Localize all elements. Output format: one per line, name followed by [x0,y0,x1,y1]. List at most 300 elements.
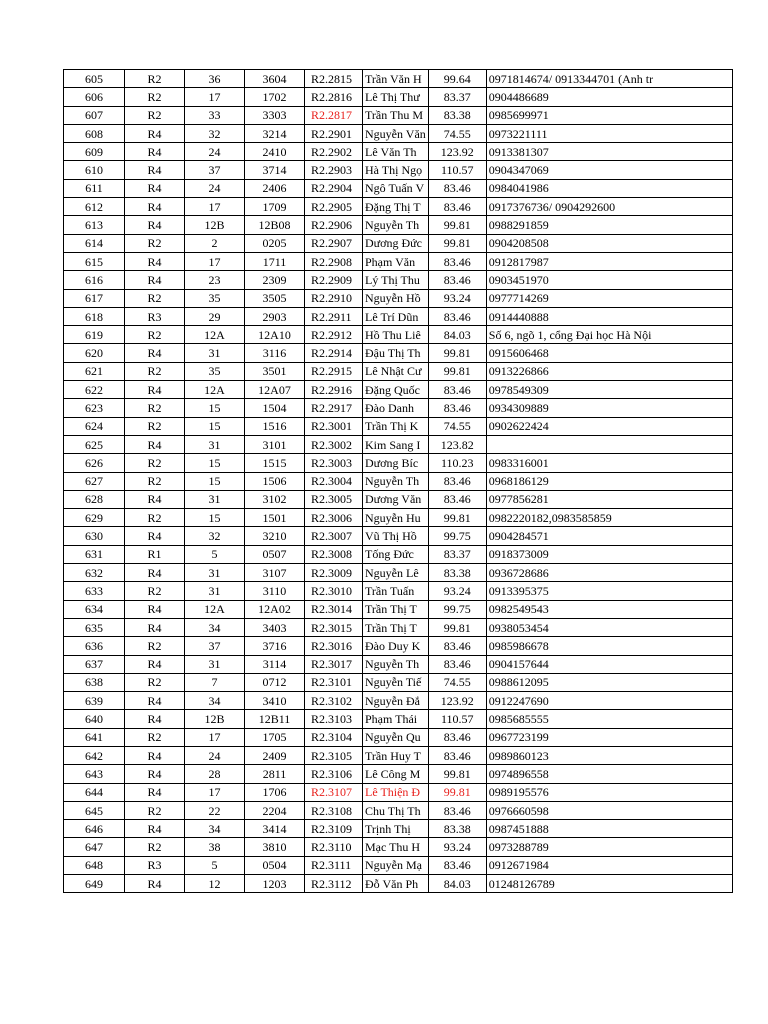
area-cell: 99.81 [428,509,486,527]
phone-cell: 0973221111 [486,124,732,142]
contract-code-cell: R2.2905 [305,198,363,216]
apartment-cell: 3107 [245,564,305,582]
contract-code-cell: R2.3107 [305,783,363,801]
block-cell: R4 [125,124,185,142]
apartment-cell: 3110 [245,582,305,600]
table-row [64,307,733,325]
floor-cell: 2 [185,234,245,252]
apartment-cell: 1203 [245,875,305,893]
contract-code-cell: R2.3015 [305,618,363,636]
area-cell: 83.38 [428,820,486,838]
apartment-cell: 2406 [245,179,305,197]
row-number: 645 [64,801,125,819]
area-cell: 93.24 [428,289,486,307]
phone-cell: 0984041986 [486,179,732,197]
block-cell: R2 [125,106,185,124]
area-cell: 99.81 [428,618,486,636]
contract-code-cell: R2.2912 [305,326,363,344]
phone-cell: Số 6, ngõ 1, cổng Đại học Hà Nội [486,326,732,344]
table-row [64,875,733,893]
area-cell: 83.46 [428,179,486,197]
area-cell: 83.46 [428,856,486,874]
row-number: 621 [64,362,125,380]
phone-cell: 0977714269 [486,289,732,307]
owner-name-cell: Nguyễn Lê [363,564,429,582]
apartment-cell: 3210 [245,527,305,545]
row-number: 611 [64,179,125,197]
phone-cell: 0904347069 [486,161,732,179]
contract-code-cell: R2.2909 [305,271,363,289]
area-cell: 83.38 [428,106,486,124]
contract-code-cell: R2.2815 [305,70,363,88]
row-number: 646 [64,820,125,838]
table-row [64,216,733,234]
contract-code-cell: R2.2908 [305,252,363,270]
contract-code-cell: R2.3108 [305,801,363,819]
table-row [64,289,733,307]
block-cell: R4 [125,435,185,453]
phone-cell: 0988612095 [486,673,732,691]
apartment-cell: 3505 [245,289,305,307]
table-row [64,801,733,819]
owner-name-cell: Lý Thị Thu [363,271,429,289]
block-cell: R4 [125,216,185,234]
table-row [64,490,733,508]
owner-name-cell: Nguyễn Qu [363,728,429,746]
apartment-cell: 3214 [245,124,305,142]
owner-name-cell: Dương Đức [363,234,429,252]
phone-cell: 0989860123 [486,746,732,764]
contract-code-cell: R2.3009 [305,564,363,582]
row-number: 624 [64,417,125,435]
area-cell: 83.46 [428,472,486,490]
owner-name-cell: Trần Tuấn [363,582,429,600]
apartment-cell: 3604 [245,70,305,88]
contract-code-cell: R2.3001 [305,417,363,435]
row-number: 638 [64,673,125,691]
apartment-cell: 3714 [245,161,305,179]
block-cell: R4 [125,198,185,216]
contract-code-cell: R2.2914 [305,344,363,362]
row-number: 622 [64,381,125,399]
apartment-cell: 2204 [245,801,305,819]
owner-name-cell: Nguyễn Th [363,655,429,673]
owner-name-cell: Nguyễn Đắ [363,692,429,710]
owner-name-cell: Nguyễn Th [363,216,429,234]
row-number: 637 [64,655,125,673]
area-cell: 99.81 [428,216,486,234]
table-row [64,271,733,289]
contract-code-cell: R2.3103 [305,710,363,728]
phone-cell: 0913395375 [486,582,732,600]
owner-name-cell: Mạc Thu H [363,838,429,856]
table-row [64,417,733,435]
area-cell: 83.46 [428,801,486,819]
row-number: 610 [64,161,125,179]
floor-cell: 24 [185,143,245,161]
table-row [64,161,733,179]
row-number: 607 [64,106,125,124]
block-cell: R4 [125,875,185,893]
owner-name-cell: Trịnh Thị [363,820,429,838]
row-number: 642 [64,746,125,764]
table-row [64,710,733,728]
block-cell: R2 [125,417,185,435]
floor-cell: 31 [185,490,245,508]
phone-cell: 0915606468 [486,344,732,362]
floor-cell: 12 [185,875,245,893]
area-cell: 83.46 [428,637,486,655]
phone-cell: 0938053454 [486,618,732,636]
phone-cell: 0934309889 [486,399,732,417]
floor-cell: 12A [185,326,245,344]
apartment-cell: 3403 [245,618,305,636]
owner-name-cell: Nguyễn Hu [363,509,429,527]
row-number: 615 [64,252,125,270]
table-row [64,472,733,490]
block-cell: R2 [125,362,185,380]
apartment-cell: 0507 [245,545,305,563]
row-number: 634 [64,600,125,618]
contract-code-cell: R2.3004 [305,472,363,490]
floor-cell: 5 [185,545,245,563]
floor-cell: 31 [185,655,245,673]
phone-cell: 0971814674/ 0913344701 (Anh tr [486,70,732,88]
apartment-cell: 3116 [245,344,305,362]
floor-cell: 23 [185,271,245,289]
row-number: 619 [64,326,125,344]
apartment-cell: 0205 [245,234,305,252]
block-cell: R3 [125,856,185,874]
floor-cell: 34 [185,820,245,838]
area-cell: 83.46 [428,271,486,289]
block-cell: R4 [125,271,185,289]
table-row [64,545,733,563]
row-number: 606 [64,88,125,106]
owner-name-cell: Lê Công M [363,765,429,783]
block-cell: R2 [125,637,185,655]
row-number: 626 [64,454,125,472]
owner-name-cell: Ngô Tuấn V [363,179,429,197]
area-cell: 83.38 [428,564,486,582]
table-row [64,765,733,783]
owner-name-cell: Phạm Thái [363,710,429,728]
phone-cell: 0903451970 [486,271,732,289]
table-row [64,399,733,417]
contract-code-cell: R2.3106 [305,765,363,783]
floor-cell: 24 [185,746,245,764]
block-cell: R2 [125,88,185,106]
table-row [64,70,733,88]
table-row [64,454,733,472]
row-number: 633 [64,582,125,600]
area-cell: 93.24 [428,582,486,600]
owner-name-cell: Trần Thu M [363,106,429,124]
table-row [64,673,733,691]
phone-cell: 0917376736/ 0904292600 [486,198,732,216]
apartment-cell: 12A10 [245,326,305,344]
phone-cell: 0987451888 [486,820,732,838]
contract-code-cell: R2.3101 [305,673,363,691]
area-cell: 83.37 [428,88,486,106]
block-cell: R2 [125,801,185,819]
phone-cell: 0904284571 [486,527,732,545]
block-cell: R4 [125,783,185,801]
floor-cell: 35 [185,362,245,380]
table-row [64,252,733,270]
row-number: 647 [64,838,125,856]
row-number: 630 [64,527,125,545]
block-cell: R2 [125,454,185,472]
table-body [64,70,733,893]
floor-cell: 12A [185,381,245,399]
floor-cell: 12B [185,216,245,234]
area-cell: 99.64 [428,70,486,88]
contract-code-cell: R2.3016 [305,637,363,655]
owner-name-cell: Đào Danh [363,399,429,417]
apartment-cell: 3102 [245,490,305,508]
owner-name-cell: Lê Nhật Cư [363,362,429,380]
block-cell: R4 [125,765,185,783]
apartment-cell: 0712 [245,673,305,691]
area-cell: 110.57 [428,161,486,179]
contract-code-cell: R2.3005 [305,490,363,508]
owner-name-cell: Nguyễn Mạ [363,856,429,874]
row-number: 639 [64,692,125,710]
area-cell: 83.46 [428,198,486,216]
contract-code-cell: R2.2817 [305,106,363,124]
block-cell: R4 [125,655,185,673]
floor-cell: 31 [185,582,245,600]
apartment-cell: 3414 [245,820,305,838]
table-row [64,362,733,380]
floor-cell: 35 [185,289,245,307]
owner-name-cell: Lê Trí Dũn [363,307,429,325]
phone-cell: 0976660598 [486,801,732,819]
contract-code-cell: R2.3014 [305,600,363,618]
row-number: 616 [64,271,125,289]
contract-code-cell: R2.2902 [305,143,363,161]
owner-name-cell: Đậu Thị Th [363,344,429,362]
floor-cell: 33 [185,106,245,124]
table-row [64,381,733,399]
owner-name-cell: Lê Thị Thư [363,88,429,106]
row-number: 649 [64,875,125,893]
floor-cell: 12B [185,710,245,728]
phone-cell: 0985685555 [486,710,732,728]
area-cell: 84.03 [428,326,486,344]
phone-cell: 0914440888 [486,307,732,325]
table-row [64,618,733,636]
area-cell: 83.46 [428,746,486,764]
apartment-cell: 12B11 [245,710,305,728]
block-cell: R4 [125,527,185,545]
contract-code-cell: R2.3104 [305,728,363,746]
owner-name-cell: Trần Thị K [363,417,429,435]
phone-cell: 0912817987 [486,252,732,270]
apartment-cell: 3716 [245,637,305,655]
owner-name-cell: Đào Duy K [363,637,429,655]
phone-cell: 0918373009 [486,545,732,563]
row-number: 640 [64,710,125,728]
floor-cell: 31 [185,564,245,582]
block-cell: R2 [125,289,185,307]
contract-code-cell: R2.3102 [305,692,363,710]
owner-name-cell: Lê Văn Th [363,143,429,161]
block-cell: R4 [125,820,185,838]
block-cell: R4 [125,746,185,764]
floor-cell: 15 [185,509,245,527]
phone-cell: 0912671984 [486,856,732,874]
contract-code-cell: R2.3002 [305,435,363,453]
owner-name-cell: Đặng Thị T [363,198,429,216]
apartment-cell: 1516 [245,417,305,435]
apartment-cell: 12B08 [245,216,305,234]
phone-cell: 0968186129 [486,472,732,490]
floor-cell: 5 [185,856,245,874]
floor-cell: 38 [185,838,245,856]
apartment-owner-table [63,69,733,893]
phone-cell: 0985699971 [486,106,732,124]
block-cell: R4 [125,143,185,161]
area-cell: 83.46 [428,728,486,746]
floor-cell: 7 [185,673,245,691]
row-number: 648 [64,856,125,874]
row-number: 613 [64,216,125,234]
floor-cell: 36 [185,70,245,88]
block-cell: R4 [125,490,185,508]
block-cell: R4 [125,381,185,399]
contract-code-cell: R2.2904 [305,179,363,197]
floor-cell: 34 [185,692,245,710]
contract-code-cell: R2.2906 [305,216,363,234]
contract-code-cell: R2.3112 [305,875,363,893]
table-row [64,198,733,216]
floor-cell: 12A [185,600,245,618]
owner-name-cell: Nguyễn Văn [363,124,429,142]
owner-name-cell: Đặng Quốc [363,381,429,399]
table-row [64,728,733,746]
area-cell: 83.46 [428,655,486,673]
block-cell: R2 [125,582,185,600]
contract-code-cell: R2.3010 [305,582,363,600]
contract-code-cell: R2.2907 [305,234,363,252]
area-cell: 74.55 [428,673,486,691]
area-cell: 99.81 [428,362,486,380]
floor-cell: 15 [185,472,245,490]
floor-cell: 15 [185,454,245,472]
block-cell: R4 [125,600,185,618]
phone-cell: 0902622424 [486,417,732,435]
contract-code-cell: R2.3017 [305,655,363,673]
phone-cell: 0904208508 [486,234,732,252]
owner-name-cell: Tống Đức [363,545,429,563]
owner-name-cell: Lê Thiện Đ [363,783,429,801]
phone-cell: 0904486689 [486,88,732,106]
area-cell: 123.92 [428,143,486,161]
floor-cell: 32 [185,527,245,545]
row-number: 625 [64,435,125,453]
phone-cell: 0988291859 [486,216,732,234]
table-row [64,509,733,527]
floor-cell: 17 [185,198,245,216]
block-cell: R4 [125,564,185,582]
phone-cell: 0989195576 [486,783,732,801]
block-cell: R2 [125,234,185,252]
block-cell: R4 [125,344,185,362]
table-row [64,564,733,582]
area-cell: 99.81 [428,234,486,252]
floor-cell: 32 [185,124,245,142]
table-row [64,234,733,252]
table-row [64,856,733,874]
owner-name-cell: Đỗ Văn Ph [363,875,429,893]
area-cell: 110.57 [428,710,486,728]
table-row [64,124,733,142]
owner-name-cell: Hồ Thu Liê [363,326,429,344]
phone-cell: 0967723199 [486,728,732,746]
floor-cell: 17 [185,783,245,801]
table-row [64,746,733,764]
floor-cell: 24 [185,179,245,197]
contract-code-cell: R2.3105 [305,746,363,764]
area-cell: 83.46 [428,399,486,417]
apartment-cell: 1702 [245,88,305,106]
contract-code-cell: R2.3003 [305,454,363,472]
area-cell: 123.82 [428,435,486,453]
block-cell: R4 [125,252,185,270]
floor-cell: 37 [185,161,245,179]
row-number: 618 [64,307,125,325]
owner-name-cell: Nguyễn Th [363,472,429,490]
floor-cell: 34 [185,618,245,636]
floor-cell: 15 [185,417,245,435]
apartment-cell: 1504 [245,399,305,417]
block-cell: R4 [125,161,185,179]
area-cell: 99.81 [428,765,486,783]
floor-cell: 31 [185,344,245,362]
block-cell: R4 [125,179,185,197]
phone-cell: 0978549309 [486,381,732,399]
row-number: 605 [64,70,125,88]
apartment-cell: 3810 [245,838,305,856]
area-cell: 84.03 [428,875,486,893]
block-cell: R4 [125,618,185,636]
phone-cell: 0982549543 [486,600,732,618]
apartment-cell: 2903 [245,307,305,325]
block-cell: R4 [125,710,185,728]
row-number: 614 [64,234,125,252]
block-cell: R2 [125,472,185,490]
area-cell: 83.37 [428,545,486,563]
apartment-cell: 1515 [245,454,305,472]
phone-cell: 0985986678 [486,637,732,655]
area-cell: 83.46 [428,490,486,508]
block-cell: R2 [125,838,185,856]
row-number: 631 [64,545,125,563]
block-cell: R2 [125,728,185,746]
apartment-cell: 1506 [245,472,305,490]
apartment-cell: 2409 [245,746,305,764]
apartment-cell: 1501 [245,509,305,527]
apartment-cell: 3410 [245,692,305,710]
phone-cell: 0912247690 [486,692,732,710]
apartment-cell: 1706 [245,783,305,801]
block-cell: R3 [125,307,185,325]
table-row [64,344,733,362]
block-cell: R2 [125,673,185,691]
owner-name-cell: Trần Thị T [363,600,429,618]
